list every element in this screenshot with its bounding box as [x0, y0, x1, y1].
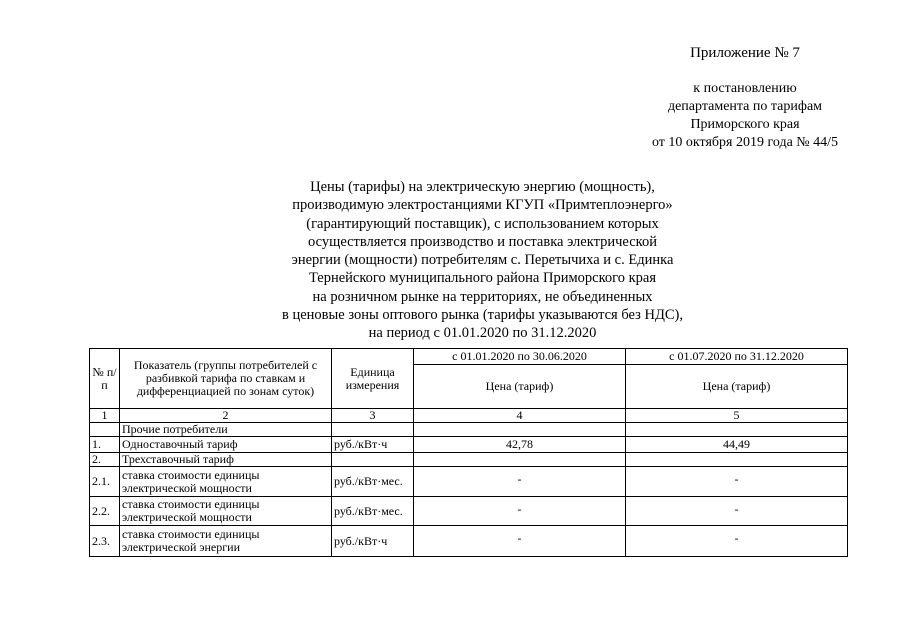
row-number: 2.3. [90, 526, 120, 557]
title-line: на период с 01.01.2020 по 31.12.2020 [368, 325, 597, 342]
approval-reference [600, 80, 890, 152]
row-value-period-1: - [414, 526, 626, 557]
row-value-period-2: - [626, 467, 848, 497]
header-unit: Единица измерения [332, 349, 414, 409]
header-row [90, 349, 848, 365]
document-title [240, 178, 725, 343]
table-row [90, 467, 848, 497]
row-value-period-1: 42,78 [414, 437, 626, 453]
header-period-2: с 01.07.2020 по 31.12.2020 [626, 349, 848, 365]
row-value-period-1 [414, 453, 626, 467]
row-value-period-1: - [414, 467, 626, 497]
row-value-period-2: - [626, 497, 848, 526]
row-unit: руб./кВт·ч [332, 437, 414, 453]
table-row [90, 497, 848, 526]
row-unit: руб./кВт·мес. [332, 497, 414, 526]
row-value-period-1: - [414, 497, 626, 526]
group-row [90, 423, 848, 437]
header-period-1: с 01.01.2020 по 30.06.2020 [414, 349, 626, 365]
row-number: 1. [90, 437, 120, 453]
group-label: Прочие потребители [120, 423, 332, 437]
title-line: энергии (мощности) потребителям с. Перетычиха и с. Единка [291, 252, 674, 269]
empty-cell [626, 423, 848, 437]
title-line: Тернейского муниципального района Приморского края [308, 270, 657, 287]
row-name: ставка стоимости единицы электрической мощности [120, 467, 332, 497]
tariff-table [89, 348, 848, 557]
title-line: производимую электростанциями КГУП «Примтеплоэнерго» [292, 197, 673, 214]
approval-line: департамента по тарифам [667, 99, 823, 114]
empty-cell [332, 423, 414, 437]
row-value-period-2: 44,49 [626, 437, 848, 453]
approval-line: Приморского края [690, 117, 800, 132]
row-number: 2. [90, 453, 120, 467]
column-number: 3 [332, 409, 414, 423]
column-number: 4 [414, 409, 626, 423]
table-row [90, 437, 848, 453]
row-unit: руб./кВт·мес. [332, 467, 414, 497]
approval-line: от 10 октября 2019 года № 44/5 [651, 135, 839, 150]
row-unit [332, 453, 414, 467]
row-name: ставка стоимости единицы электрической энергии [120, 526, 332, 557]
header-num: № п/п [90, 349, 120, 409]
column-number: 2 [120, 409, 332, 423]
header-price-1: Цена (тариф) [414, 365, 626, 409]
row-value-period-2 [626, 453, 848, 467]
column-number: 1 [90, 409, 120, 423]
appendix-number: Приложение № 7 [690, 45, 800, 61]
row-number: 2.1. [90, 467, 120, 497]
title-line: в ценовые зоны оптового рынка (тарифы указываются без НДС), [282, 307, 683, 324]
header-price-2: Цена (тариф) [626, 365, 848, 409]
title-line: осуществляется производство и поставка электрической [308, 233, 657, 250]
column-number-row [90, 409, 848, 423]
row-value-period-2: - [626, 526, 848, 557]
title-line: на розничном рынке на территориях, не объединенных [312, 288, 653, 305]
table-row [90, 526, 848, 557]
approval-line: к постановлению [693, 81, 797, 96]
header-indicator: Показатель (группы потребителей с разбивкой тарифа по ставкам и дифференциацией по зонам суток) [120, 349, 332, 409]
row-number: 2.2. [90, 497, 120, 526]
row-name: Одноставочный тариф [120, 437, 332, 453]
row-unit: руб./кВт·ч [332, 526, 414, 557]
table-row [90, 453, 848, 467]
title-line: Цены (тарифы) на электрическую энергию (мощность), [310, 179, 655, 195]
column-number: 5 [626, 409, 848, 423]
title-line: (гарантирующий поставщик), с использованием которых [306, 215, 659, 232]
empty-cell [90, 423, 120, 437]
empty-cell [414, 423, 626, 437]
row-name: Трехставочный тариф [120, 453, 332, 467]
row-name: ставка стоимости единицы электрической мощности [120, 497, 332, 526]
